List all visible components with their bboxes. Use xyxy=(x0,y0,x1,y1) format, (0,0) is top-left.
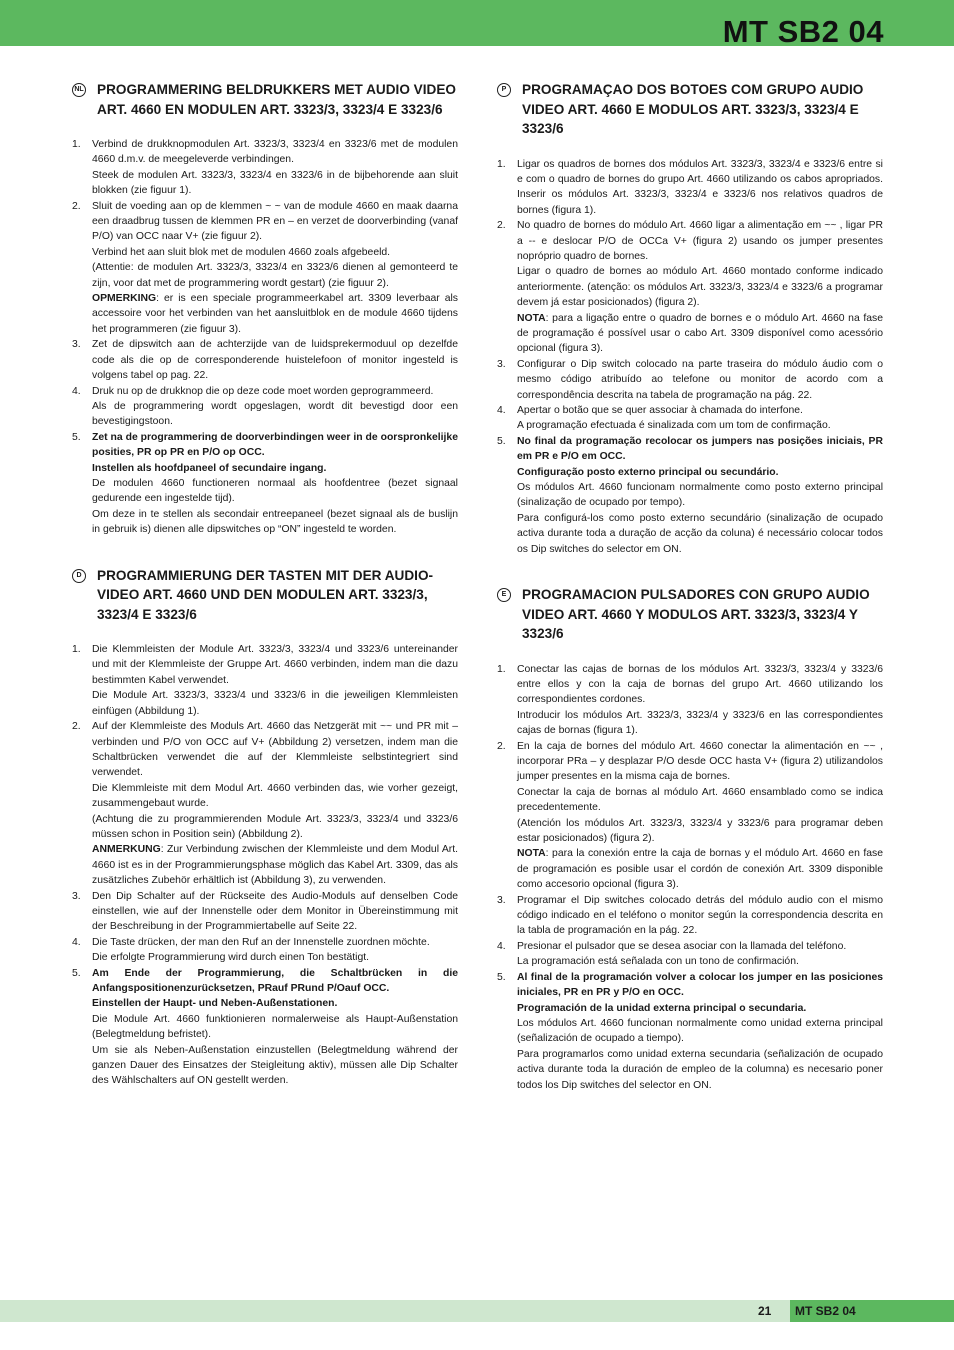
item-body xyxy=(517,662,883,739)
note-label: NOTA xyxy=(517,848,546,860)
section-p xyxy=(497,80,883,557)
note-label: OPMERKING xyxy=(92,293,157,305)
item-body xyxy=(92,137,458,199)
item-number: 5. xyxy=(497,971,506,983)
item-line: Om deze in te stellen als secondair entreepaneel (bezet signaal als de buslijn in gebruik is) dienen alle dipswitches op “ON” ingesteld te worden. xyxy=(92,508,458,536)
left-column xyxy=(72,80,458,1117)
item-bold-line: Al final de la programación volver a colocar los jumper en las posiciones iniciales, PR en PR y P/O en OCC. xyxy=(517,971,883,999)
item-line: Den Dip Schalter auf der Rückseite des Audio-Moduls auf denselben Code einstellen, wie auf der Innenstelle oder dem Monitor in Übereinstimmung mit der Beschreibung in der Programmiertabelle auf Seite 22. xyxy=(92,890,458,933)
item-line: Um sie als Neben-Außenstation einzustellen (Belegtmeldung während der ganzen Dauer des Einsatzes der Steigleitung aktiv), müssen alle Dip Schalter des Wählschalters auf ON gestellt werden. xyxy=(92,1044,458,1087)
item-line: Para configurá-los como posto externo secundário (sinalização de ocupado activa durante toda a duração de acção da coluna) é necessário colocar todos os Dip switches do selector em ON. xyxy=(517,512,883,555)
item-line: Druk nu op de drukknop die op deze code moet worden geprogrammeerd. xyxy=(92,385,434,397)
list-item xyxy=(497,893,883,939)
item-line: Die Klemmleiste mit dem Modul Art. 4660 verbinden das, wie vorher gezeigt, zusammengebaut wurde. xyxy=(92,782,458,810)
list-item xyxy=(72,719,458,888)
item-line: Verbind het aan sluit blok met de modulen 4660 zoals afgebeeld. xyxy=(92,246,391,258)
item-line: En la caja de bornes del módulo Art. 4660 conectar la alimentación en ~~ , incorporar PRa – y desplazar P/O desde OCC hasta V+ (figura 2) utilizandolos jumper presentes en la misma caja de bornes. xyxy=(517,740,883,783)
section-heading xyxy=(497,585,883,644)
item-body xyxy=(92,966,458,1089)
list-item xyxy=(497,218,883,357)
item-note xyxy=(92,291,458,337)
item-number: 2. xyxy=(497,220,506,232)
item-line: Programar el Dip switches colocado detrás del módulo audio con el mismo código indicado en el teléfono o monitor según la correspondencia descrita en la tabla de programación en la pág. 22. xyxy=(517,894,883,937)
list-item xyxy=(72,384,458,430)
note-text: : er is een speciale programmeerkabel art. 3309 leverbaar als accessoire voor het verbinden van het aansluitblok en de module 4660 tijdens het programmeren (zie figuur 3). xyxy=(92,293,458,335)
item-bold-line: Programación de la unidad externa principal o secundaria. xyxy=(517,1002,807,1014)
section-e xyxy=(497,585,883,1093)
item-bold-line: Zet na de programmering de doorverbindingen weer in de oorspronkelijke posities, PR op PR en P/O op OCC. xyxy=(92,431,458,459)
note-label: NOTA xyxy=(517,312,546,324)
item-body xyxy=(517,739,883,893)
list-item xyxy=(497,403,883,434)
list-item xyxy=(497,739,883,893)
item-body xyxy=(517,218,883,357)
language-badge: E xyxy=(497,588,511,602)
section-title: PROGRAMMIERUNG DER TASTEN MIT DER AUDIO-VIDEO ART. 4660 UND DEN MODULEN ART. 3323/3, 3323/4 E 3323/6 xyxy=(97,567,434,622)
item-body xyxy=(92,935,458,966)
item-bold-line: Einstellen der Haupt- und Neben-Außenstationen. xyxy=(92,998,338,1010)
item-line: Conectar la caja de bornas al módulo Art. 4660 ensamblado como se indica precedentemente. xyxy=(517,786,883,814)
item-body xyxy=(517,970,883,1093)
item-body xyxy=(517,939,883,970)
item-line: Verbind de drukknopmodulen Art. 3323/3, 3323/4 en 3323/6 met de modulen 4660 d.m.v. de meegeleverde verbindingen. xyxy=(92,139,458,166)
item-number: 4. xyxy=(72,385,81,397)
item-bold-line: No final da programação recolocar os jumpers nas posições iniciais, PR em PR e P/O em OCC. xyxy=(517,435,883,463)
item-line: Die Module Art. 3323/3, 3323/4 und 3323/6 in die jeweiligen Klemmleisten einfügen (Abbildung 1). xyxy=(92,690,458,717)
item-body xyxy=(92,719,458,888)
item-number: 1. xyxy=(497,663,506,675)
section-heading xyxy=(497,80,883,139)
list-item xyxy=(497,662,883,739)
item-line: Die Klemmleisten der Module Art. 3323/3, 3323/4 und 3323/6 untereinander und mit der Klemmleiste der Gruppe Art. 4660 verbinden, indem man die dazu bestimmten Kabel verwendet. xyxy=(92,644,458,686)
item-number: 2. xyxy=(497,740,506,752)
note-text: : para a ligação entre o quadro de bornes e o módulo Art. 4660 na fase de programação é possível usar o cabo Art. 3309 disponível como acessório opcional (figura 3). xyxy=(517,312,883,355)
right-column xyxy=(497,80,883,1121)
list-item xyxy=(497,157,883,219)
item-number: 4. xyxy=(72,936,81,948)
list-item xyxy=(72,199,458,338)
item-note xyxy=(517,311,883,357)
item-line: Die Module Art. 4660 funktionieren normalerweise als Haupt-Außenstation (Belegtmeldung befristet). xyxy=(92,1013,458,1041)
document-title: MT SB2 04 xyxy=(722,14,884,49)
item-line: Steek de modulen Art. 3323/3, 3323/4 en 3323/6 in de bijbehorende aan sluit blokken (zie figuur 1). xyxy=(92,169,458,197)
item-body xyxy=(92,430,458,538)
item-line: Para programarlos como unidad externa secundaria (señalización de ocupado activa durante toda la duración de empleo de la columna) es necesario poner todos los Dip switches del selector en ON. xyxy=(517,1048,883,1091)
item-line: Ligar o quadro de bornes ao módulo Art. 4660 montado conforme indicado anteriormente. (atenção: os módulos Art. 3323/3, 3323/4 e 3323/6 a programar devem já estar posicionados) (figura 2). xyxy=(517,266,883,309)
item-line: Zet de dipswitch aan de achterzijde van de luidsprekermoduul op dezelfde code als die op de corresponderende huistelefoon of monitor ingesteld is volgens tabel op pag. 22. xyxy=(92,339,458,382)
item-line: Als de programmering wordt opgeslagen, wordt dit bevestigd door een bevestigingstoon. xyxy=(92,400,458,428)
list-item xyxy=(72,889,458,935)
item-body xyxy=(92,199,458,338)
section-heading xyxy=(72,566,458,625)
item-note xyxy=(517,846,883,892)
item-line: Los módulos Art. 4660 funcionan normalmente como unidad externa principal (señalización de ocupado a tiempo). xyxy=(517,1017,883,1045)
language-badge: D xyxy=(72,569,86,583)
section-title: PROGRAMACION PULSADORES CON GRUPO AUDIO VIDEO ART. 4660 Y MODULOS ART. 3323/3, 3323/4 Y 3323/6 xyxy=(522,587,870,642)
item-line: Die Taste drücken, der man den Ruf an der Innenstelle zuordnen möchte. xyxy=(92,936,430,948)
page-number: 21 xyxy=(758,1304,772,1318)
item-number: 3. xyxy=(72,339,81,351)
item-body xyxy=(92,642,458,719)
section-title: PROGRAMMERING BELDRUKKERS MET AUDIO VIDEO ART. 4660 EN MODULEN ART. 3323/3, 3323/4 E 3323/6 xyxy=(97,82,456,117)
item-body xyxy=(517,434,883,557)
item-line: Sluit de voeding aan op de klemmen ~ ~ van de module 4660 en maak daarna een draadbrug tussen de klemmen PR en – en verzet de doorverbinding (vanaf P/O) van OCC naar V+ (zie figuur 2). xyxy=(92,200,458,243)
item-body xyxy=(517,157,883,219)
list-item xyxy=(72,137,458,199)
list-item xyxy=(72,337,458,383)
item-line: Os módulos Art. 4660 funcionam normalmente como posto externo principal (sinalização de ocupado por tempo). xyxy=(517,482,883,509)
item-line: Apertar o botão que se quer associar à chamada do interfone. xyxy=(517,405,803,416)
item-body xyxy=(92,337,458,383)
list-item xyxy=(72,642,458,719)
item-body xyxy=(92,889,458,935)
item-number: 2. xyxy=(72,721,81,733)
item-line: (Atención los módulos Art. 3323/3, 3323/4 y 3323/6 para programar deben estar posicionados) (figura 2). xyxy=(517,817,883,845)
item-line: A programação efectuada é sinalizada com um tom de confirmação. xyxy=(517,420,831,432)
item-number: 3. xyxy=(497,894,506,906)
item-line: La programación está señalada con un tono de confirmación. xyxy=(517,956,799,968)
section-heading xyxy=(72,80,458,119)
item-number: 4. xyxy=(497,940,506,952)
item-number: 4. xyxy=(497,405,506,416)
list-item xyxy=(72,935,458,966)
item-body xyxy=(517,403,883,434)
item-number: 1. xyxy=(72,139,81,150)
item-body xyxy=(517,357,883,403)
language-badge: P xyxy=(497,83,511,97)
item-line: (Achtung die zu programmierenden Module Art. 3323/3, 3323/4 und 3323/6 müssen schon in Position sein) (Abbildung 2). xyxy=(92,813,458,840)
item-number: 5. xyxy=(497,435,506,447)
note-text: : Zur Verbindung zwischen der Klemmleiste und dem Modul Art. 4660 ist es in der Programmierungsphase möglich das Kabel Art. 3309, das als zusätzliches Zubehör erhältlich ist (Abbildung 3), zu verwenden. xyxy=(92,844,458,887)
section-d xyxy=(72,566,458,1089)
item-number: 2. xyxy=(72,200,81,212)
list-item xyxy=(497,939,883,970)
list-item xyxy=(497,357,883,403)
section-nl xyxy=(72,80,458,538)
item-line: Ligar os quadros de bornes dos módulos Art. 3323/3, 3323/4 e 3323/6 entre si e com o quadro de bornes do grupo Art. 4660 utilizando os cabos apropriados. Inserir os módulos Art. 3323/3, 3323/4 e 3323/6 nos relativos quadros de bornes (figura 1). xyxy=(517,158,883,216)
item-line: Auf der Klemmleiste des Moduls Art. 4660 das Netzgerät mit ~~ und PR mit – verbinden und P/O von OCC auf V+ (Abbildung 2) versetzen, indem man die Schaltbrücken verwendet die auf der Klemmleiste selbstintegriert sind verwendet. xyxy=(92,721,458,779)
item-line: Presionar el pulsador que se desea asociar con la llamada del teléfono. xyxy=(517,940,847,952)
item-note xyxy=(92,842,458,888)
item-line: (Attentie: de modulen Art. 3323/3, 3323/4 en 3323/6 dienen al gemonteerd te zijn, voor dat met de programmering wordt gestart) (zie figuur 2). xyxy=(92,262,458,289)
list-item xyxy=(72,966,458,1089)
item-body xyxy=(92,384,458,430)
list-item xyxy=(497,970,883,1093)
list-item xyxy=(72,430,458,538)
item-bold-line: Am Ende der Programmierung, die Schaltbrücken in die Anfangspositionenzurücksetzen, PRauf PRund P/Oauf OCC. xyxy=(92,967,458,994)
item-line: Conectar las cajas de bornas de los módulos Art. 3323/3, 3323/4 y 3323/6 entre ellos y con la caja de bornas del grupo Art. 4660 utilizando los correspondientes cordones. xyxy=(517,663,883,706)
item-line: No quadro de bornes do módulo Art. 4660 ligar a alimentação em ~~ , ligar PR a -- e deslocar P/O de OCCa V+ (figura 2) usando os jumper presentes nopróprio quadro de bornes. xyxy=(517,220,883,262)
item-line: Configurar o Dip switch colocado na parte traseira do módulo áudio com o mesmo código atribuído ao telefone ou monitor de acordo com a correspondência descrita na tabela de programação na pág. 22. xyxy=(517,358,883,401)
note-label: ANMERKUNG xyxy=(92,844,161,856)
item-number: 1. xyxy=(72,644,81,656)
item-line: Introducir los módulos Art. 3323/3, 3323/4 y 3323/6 en las correspondientes cajas de bornas (figura 1). xyxy=(517,709,883,737)
item-number: 5. xyxy=(72,967,81,979)
language-badge: NL xyxy=(72,83,86,97)
note-text: : para la conexión entre la caja de bornas y el módulo Art. 4660 en fase de programación es posible usar el cordón de conexión Art. 3309 disponible como accesorio opcional (figura 3). xyxy=(517,848,883,891)
item-number: 3. xyxy=(497,358,506,370)
item-number: 5. xyxy=(72,431,81,443)
section-title: PROGRAMAÇAO DOS BOTOES COM GRUPO AUDIO VIDEO ART. 4660 E MODULOS ART. 3323/3, 3323/4 E 3323/6 xyxy=(522,82,864,136)
item-bold-line: Configuração posto externo principal ou secundário. xyxy=(517,466,779,478)
item-bold-line: Instellen als hoofdpaneel of secundaire ingang. xyxy=(92,462,327,474)
item-body xyxy=(517,893,883,939)
item-line: Die erfolgte Programmierung wird durch einen Ton bestätigt. xyxy=(92,952,370,964)
item-number: 3. xyxy=(72,890,81,902)
list-item xyxy=(497,434,883,557)
item-line: De modulen 4660 functioneren normaal als hoofdentree (bezet signaal gedurende een ingestelde tijd). xyxy=(92,477,458,505)
item-number: 1. xyxy=(497,158,506,170)
footer-code: MT SB2 04 xyxy=(795,1304,856,1318)
